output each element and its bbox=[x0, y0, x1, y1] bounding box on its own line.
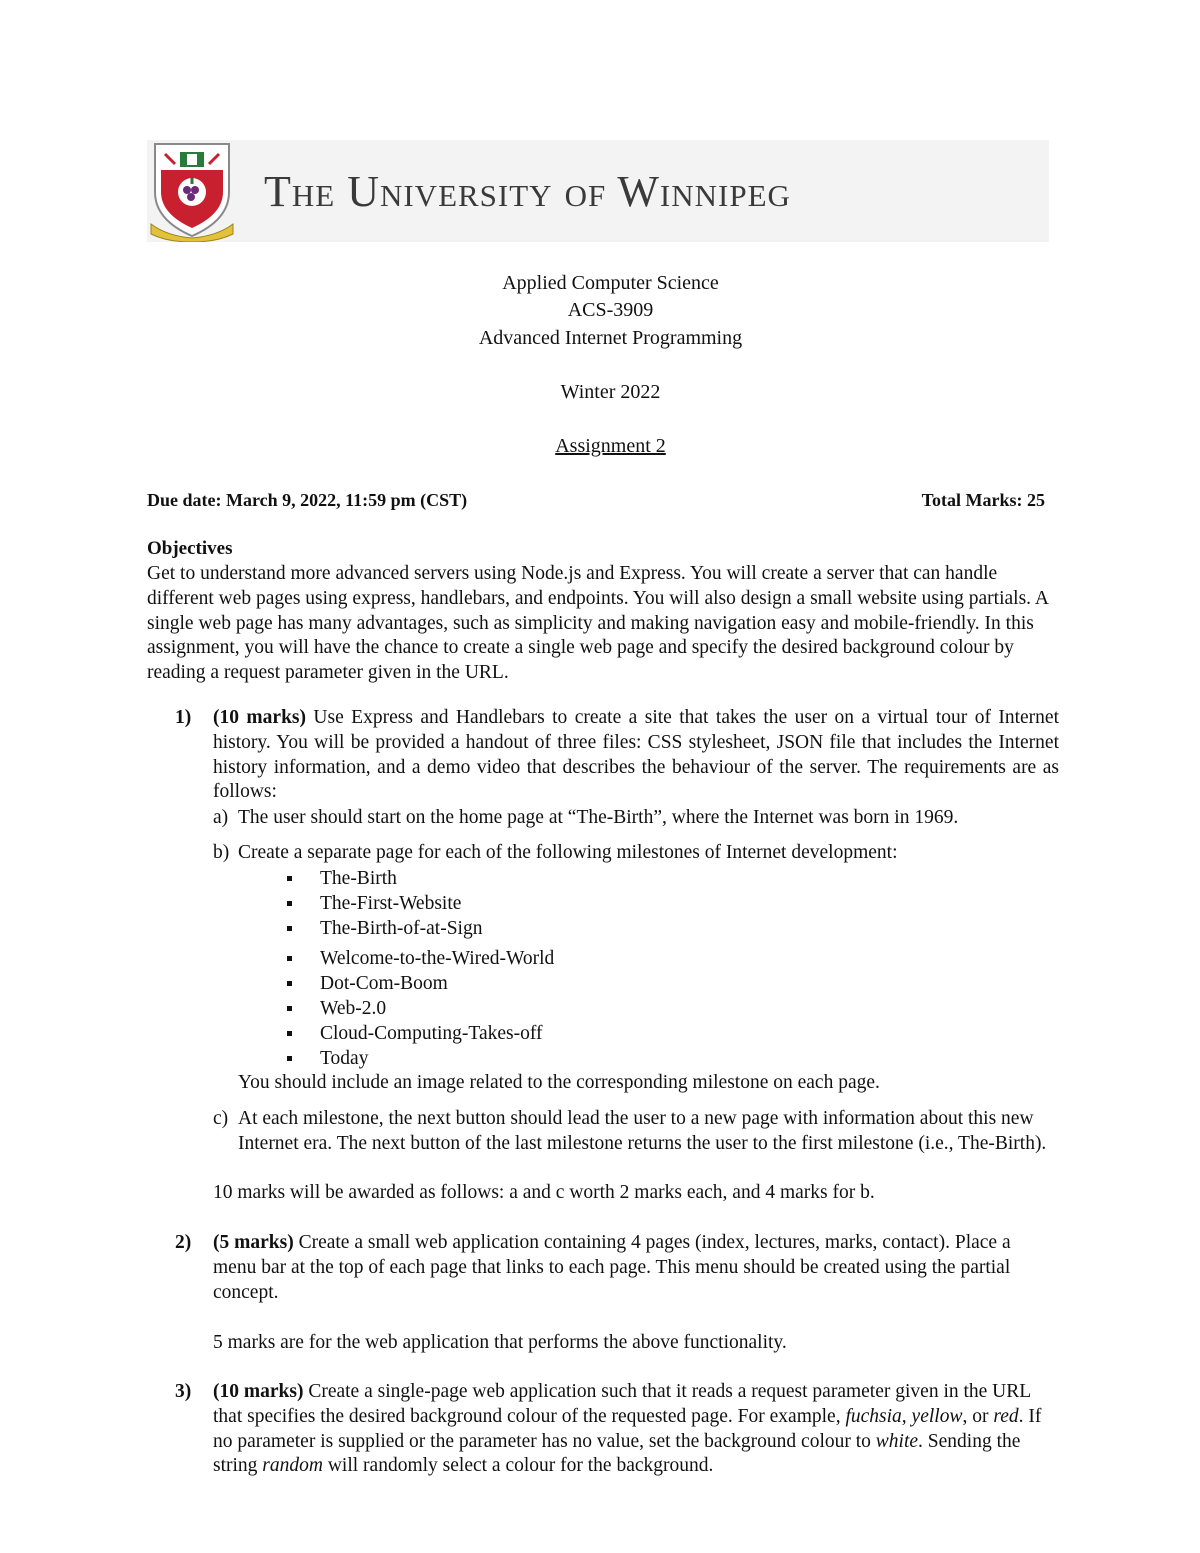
milestone-item: Web-2.0 bbox=[285, 996, 554, 1021]
milestone-item: Today bbox=[285, 1046, 554, 1071]
milestone-item: The-Birth-of-at-Sign bbox=[285, 916, 554, 941]
university-banner bbox=[147, 140, 1049, 242]
university-name: The University of Winnipeg bbox=[264, 167, 791, 216]
milestone-item: Cloud-Computing-Takes-off bbox=[285, 1021, 554, 1046]
course-code: ACS-3909 bbox=[567, 299, 654, 321]
question-3-number: 3) bbox=[175, 1381, 192, 1402]
course-name: Advanced Internet Programming bbox=[478, 327, 743, 349]
question-1-body: Use Express and Handlebars to create a site that takes the user on a virtual tour of Internet history. You will be provided a handout of three files: CSS stylesheet, JSON file that includes the Internet history information, and a demo video that describes the behaviour of the server. The requirements are as follows: bbox=[213, 707, 1059, 803]
question-1-text bbox=[213, 706, 1059, 805]
objectives-heading: Objectives bbox=[147, 538, 233, 559]
assignment-title: Assignment 2 bbox=[555, 435, 666, 457]
milestone-item: Welcome-to-the-Wired-World bbox=[285, 946, 554, 971]
q1-b-text: Create a separate page for each of the following milestones of Internet development: bbox=[238, 842, 898, 863]
milestone-item: The-First-Website bbox=[285, 891, 554, 916]
milestone-list bbox=[285, 866, 554, 1071]
q1-c-body: At each milestone, the next button should lead the user to a new page with information about this new Internet era. The next button of the last milestone returns the user to the first milestone (i.e., The-Birth). bbox=[238, 1108, 1047, 1154]
question-2-text bbox=[213, 1231, 1043, 1305]
question-1-number: 1) bbox=[175, 707, 192, 728]
question-3-body-3: . Sending the string bbox=[213, 1430, 1021, 1477]
term: Winter 2022 bbox=[560, 381, 661, 403]
question-3-text bbox=[213, 1380, 1043, 1479]
objectives-text: Get to understand more advanced servers using Node.js and Express. You will create a server that can handle different web pages using express, handlebars, and endpoints. You will also design a small website using partials. A single web page has many advantages, such as simplicity and making navigation easy and mobile-friendly. In this assignment, you will have the chance to create a single web page and specify the desired background colour by reading a request parameter given in the URL. bbox=[147, 563, 1048, 684]
q1-marks-note: 10 marks will be awarded as follows: a and c worth 2 marks each, and 4 marks for b. bbox=[213, 1182, 875, 1203]
q1-a-label: a) bbox=[213, 807, 229, 828]
separator: , bbox=[901, 1405, 912, 1427]
q1-a-text: The user should start on the home page at “The-Birth”, where the Internet was born in 1969. bbox=[238, 807, 959, 828]
milestone-item: The-Birth bbox=[285, 866, 554, 891]
question-3-body-1: Create a single-page web application such that it reads a request parameter given in the URL that specifies the desired background colour of the requested page. For example, bbox=[213, 1381, 1031, 1427]
question-2-marks: (5 marks) bbox=[213, 1232, 294, 1253]
university-crest-logo bbox=[147, 140, 237, 242]
q1-b-label: b) bbox=[213, 842, 230, 863]
milestone-item: Dot-Com-Boom bbox=[285, 971, 554, 996]
colour-fuchsia: fuchsia bbox=[845, 1405, 902, 1427]
department-title: Applied Computer Science bbox=[502, 272, 719, 294]
question-1-marks: (10 marks) bbox=[213, 707, 306, 728]
q2-marks-note: 5 marks are for the web application that performs the above functionality. bbox=[213, 1332, 787, 1353]
separator: , or bbox=[962, 1405, 994, 1427]
question-3-body-2: . If no parameter is supplied or the parameter has no value, set the background colour to bbox=[213, 1405, 1042, 1452]
question-3-marks: (10 marks) bbox=[213, 1381, 304, 1402]
keyword-random: random bbox=[262, 1455, 323, 1477]
colour-red: red bbox=[993, 1405, 1019, 1427]
q1-b-note: You should include an image related to the corresponding milestone on each page. bbox=[238, 1072, 880, 1093]
question-2-number: 2) bbox=[175, 1232, 192, 1253]
total-marks: Total Marks: 25 bbox=[921, 490, 1045, 510]
colour-yellow: yellow bbox=[911, 1405, 963, 1427]
question-2-body: Create a small web application containing 4 pages (index, lectures, marks, contact). Place a menu bar at the top of each page that links to each page. This menu should be created using the partial concept. bbox=[213, 1232, 1011, 1303]
question-3-body-4: will randomly select a colour for the background. bbox=[322, 1455, 714, 1477]
colour-white: white bbox=[875, 1430, 919, 1452]
q1-c-label: c) bbox=[213, 1108, 229, 1129]
q1-c-text bbox=[238, 1107, 1048, 1157]
due-date: Due date: March 9, 2022, 11:59 pm (CST) bbox=[147, 490, 468, 510]
